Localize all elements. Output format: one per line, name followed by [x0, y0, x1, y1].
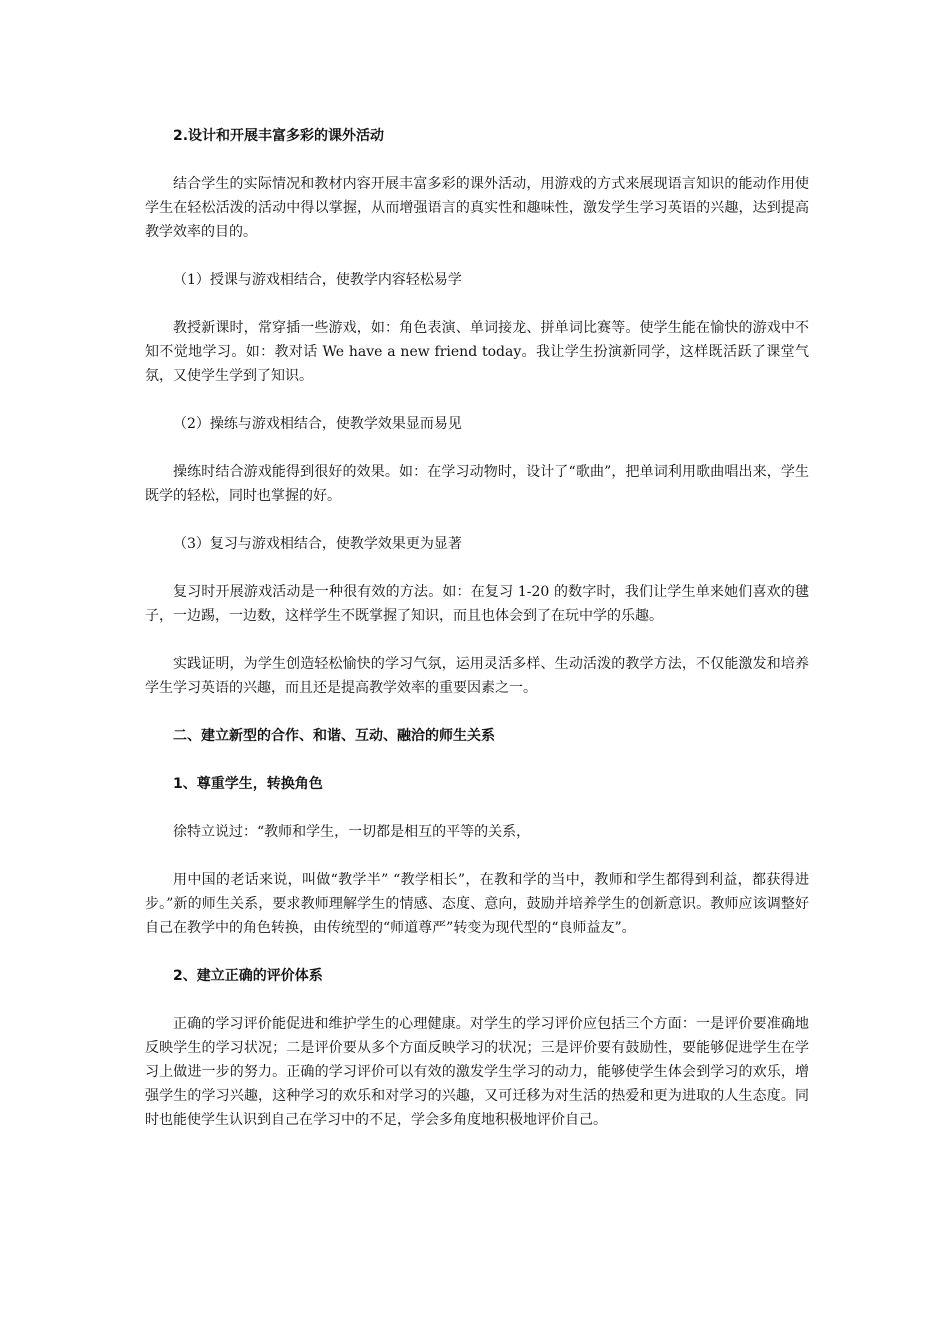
subheading-teaching-games: （1）授课与游戏相结合，使教学内容轻松易学 [173, 272, 462, 288]
paragraph-evaluation: 正确的学习评价能促进和维护学生的心理健康。对学生的学习评价应包括三个方面：一是评价要准确地反映学生的学习状况；二是评价要从多个方面反映学习的状况；三是评价要有鼓励性，要能够促进学生在学习上做进一步的努力。正确的学习评价可以有效的激发学生学习的动力，能够使学生体会到学习的欢乐，增强学生的学习兴趣，这种学习的欢乐和对学习的兴趣，又可迁移为对生活的热爱和更为进取的人生态度。同时也能使学生认识到自己在学习中的不足，学会多角度地积极地评价自己。 [145, 1016, 809, 1128]
paragraph-teaching-games: 教授新课时，常穿插一些游戏，如：角色表演、单词接龙、拼单词比赛等。使学生能在愉快的游戏中不知不觉地学习。如：教对话 We have a new friend today。我让学生扮演新同学，这样既活跃了课堂气氛，又使学生学到了知识。 [145, 320, 809, 384]
document-page [145, 124, 809, 1132]
paragraph-review-games: 复习时开展游戏活动是一种很有效的方法。如：在复习 1-20 的数字时，我们让学生单来她们喜欢的毽子，一边踢，一边数，这样学生不既掌握了知识，而且也体会到了在玩中学的乐趣。 [145, 584, 809, 624]
paragraph-practice-games: 操练时结合游戏能得到很好的效果。如：在学习动物时，设计了“歌曲”，把单词利用歌曲唱出来，学生既学的轻松，同时也掌握的好。 [145, 464, 809, 504]
paragraph-extracurricular-intro: 结合学生的实际情况和教材内容开展丰富多彩的课外活动，用游戏的方式来展现语言知识的能动作用使学生在轻松活泼的活动中得以掌握，从而增强语言的真实性和趣味性，激发学生学习英语的兴趣，达到提高教学效率的目的。 [145, 176, 809, 240]
paragraph-new-relationship: 用中国的老话来说，叫做“教学半” “教学相长”，在教和学的当中，教师和学生都得到利益，都获得进步。”新的师生关系，要求教师理解学生的情感、态度、意向，鼓励并培养学生的创新意识。教师应该调整好自己在教学中的角色转换，由传统型的“师道尊严”转变为现代型的“良师益友”。 [145, 872, 809, 936]
section-heading-teacher-student: 二、建立新型的合作、和谐、互动、融洽的师生关系 [173, 728, 495, 744]
section-heading-extracurricular: 2.设计和开展丰富多彩的课外活动 [173, 128, 385, 144]
paragraph-practice-proof: 实践证明，为学生创造轻松愉快的学习气氛，运用灵活多样、生动活泼的教学方法，不仅能激发和培养学生学习英语的兴趣，而且还是提高教学效率的重要因素之一。 [145, 656, 809, 696]
subheading-respect-students: 1、尊重学生，转换角色 [173, 776, 323, 792]
paragraph-quote: 徐特立说过：“教师和学生，一切都是相互的平等的关系， [173, 824, 531, 840]
subheading-evaluation-system: 2、建立正确的评价体系 [173, 968, 323, 984]
subheading-practice-games: （2）操练与游戏相结合，使教学效果显而易见 [173, 416, 462, 432]
subheading-review-games: （3）复习与游戏相结合，使教学效果更为显著 [173, 536, 462, 552]
